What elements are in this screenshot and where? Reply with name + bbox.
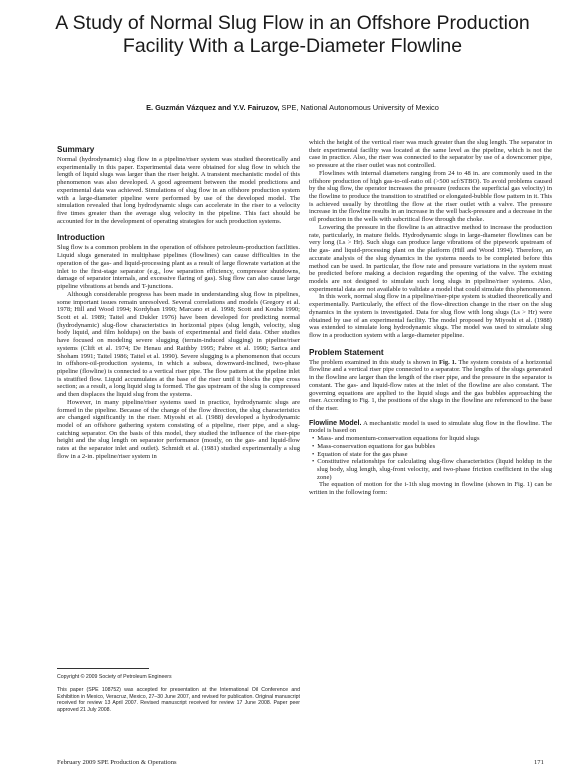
list-item: • Mass-conservation equations for gas bubbles [309,443,552,451]
flowline-model-paragraph [309,420,552,435]
paper-title: A Study of Normal Slug Flow in an Offshore Production Facility With a Large-Diameter Flowline [55,12,530,57]
problem-text-end: The system consists of a horizontal flowline and a vertical riser pipe connected to a separator. The lengths of the slugs generated in the flowline are larger than the length of the riser pipe, and the pressure in the separator is constant. The gas- and liquid-flow rates at the inlet of the flowline are also constant. The governing equations are applied to the liquid slugs and the gas bubbles approaching the riser. According to Fig. 1, the positions of the slugs in the flowline are referenced to the base of the riser. [309,358,552,412]
problem-paragraph [309,359,552,413]
right-paragraph-3: Lowering the pressure in the flowline is an attractive method to increase the production rate, particularly, in mature fields. Hydrodynamic slugs in large-diameter flowlines can be very long (Ls > Hr). Such slugs can produce large vibrations of the pipework upstream of the gas- and liquid-processing plant on the platform (Hill and Wood 1994). Therefore, an accurate analysis of the slug dynamics in the systems needs to be completed before this method can be used. In particular, the flow rate and pressure variations in the system must be predicted before making a decision regarding the opening of the valve. The existing models are not designed to simulate such long slugs in pipeline/riser systems. Also, experimental data are not available to validate a model that could simulate this phenomenon. [309,223,552,293]
left-column [57,145,300,661]
summary-paragraph: Normal (hydrodynamic) slug flow in a pipeline/riser system was studied theoretically and experimentally in this paper. Experimental data were obtained for slug flow in which the length of liquid slugs was larger than the riser height. A transient mechanistic model of this phenomenon was also developed. A good agreement between the model predictions and experimental data was achieved. Simulations of slug flow in an offshore production system with a large-diameter pipeline were performed by use of the developed model. The simulation revealed that long hydrodynamic slugs can accelerate in the riser to a velocity five times greater than the average slug velocity in the pipeline. This fact should be accounted for in the development of operating strategies for such production systems. [57,156,300,225]
right-paragraph-1: which the height of the vertical riser was much greater than the slug length. The separator in their experimental facility was located at the same level as the pipeline, which is not the case in practice. Also, the riser was connected to the separator by use of a downcomer pipe, so pressure at the riser outlet was not controlled. [309,139,552,170]
author-names: E. Guzmán Vázquez and Y.V. Fairuzov, [146,103,280,112]
page-number: 171 [534,759,544,766]
list-item: • Equation of state for the gas phase [309,451,552,459]
model-basis-list [309,435,552,481]
list-item: • Constitutive relationships for calculating slug-flow characteristics (liquid holdup in the slug body, slug length, slug-front velocity, and two-phase friction coefficient in the slug zone) [309,458,552,481]
author-affiliation: SPE, National Autonomous University of Mexico [281,103,439,112]
summary-heading: Summary [57,145,95,154]
footnote-rule [57,668,149,669]
copyright-footnote: Copyright © 2009 Society of Petroleum Engineers [57,674,172,680]
intro-paragraph-2: Although considerable progress has been made in understanding slug flow in pipelines, some important issues remain unresolved. Several correlations and models (Gregory et al. 1978; Hill and Wood 1994; Kordyban 1990; Marcano et al. 1998; Scott and Kouba 1990; Scott et al. 1989; Taitel and Dukler 1976) have been developed for predicting normal (hydrodynamic) slug-flow characteristics in horizontal pipes (slug length, velocity, slug body liquid, and film holdups) on the basis of experimental and field data. Other studies have focused on modeling severe slugging (terrain-induced slugging) in pipeline/riser systems (Clift et al. 1974; De Henau and Raithby 1995; Fabre et al. 1990; Sarica and Shoham 1991; Taitel 1986; Taitel et al. 1990). Severe slugging is a phenomenon that occurs in offshore-oil-production systems, in which a subsea, downward-inclined, two-phase pipeline (flowline) is connected to a vertical riser pipe. The flow pattern at the pipeline inlet is stratified flow. Liquid accumulates at the base of the riser until it blocks the pipe cross section; as a result, a long liquid slug is formed. The gas upstream of the slug is compressed and then displaces the liquid slug from the systems. [57,290,300,399]
problem-statement-heading: Problem Statement [309,347,384,357]
figure-reference: Fig. 1. [439,358,457,366]
problem-text-start: The problem examined in this study is shown in [309,358,438,366]
journal-footer: February 2009 SPE Production & Operations [57,759,177,766]
flowline-model-heading: Flowline Model. [309,419,362,427]
flowline-model-text: A mechanistic model is used to simulate slug flow in the flowline. The model is based on [309,419,552,435]
right-paragraph-4: In this work, normal slug flow in a pipeline/riser-pipe system is studied theoretically and experimentally. Particularly, the effect of the flow-direction change in the riser on the slug dynamics in the system is investigated. Data for slug flow with long slugs (Ls > Hr) were obtained by use of an experimental facility. The model proposed by Miyoshi et al. (1988) was extended to simulate long hydrodynamic slugs. The model was used to simulate slug flow in a production system with a large-diameter pipeline. [309,293,552,339]
intro-paragraph-3: However, in many pipeline/riser systems used in practice, hydrodynamic slugs are formed in the pipeline. Because of the change of the flow direction, the slug characteristics are changed significantly in the riser. Miyoshi et al. (1988) developed a hydrodynamic model of an offshore gathering system consisting of a pipeline, riser pipe, and a slug-catching separator. On the basis of this model, they studied the influence of the riser-pipe height and the slug length on separator performance (mostly, on the gas- and liquid-flow rates at the separator inlet and outlet). Schmidt et al. (1981) studied experimentally a slug flow in a 2-in. pipeline/riser system in [57,398,300,460]
right-paragraph-2: Flowlines with internal diameters ranging from 24 to 48 in. are commonly used in the offshore production of high gas-to-oil-ratio oil (>500 scf/STBO). To avoid problems caused by the slug flow, the operator increases the pressure (reduces the superficial gas velocity) in the flowline to produce the transition to stratified or elongated-bubble flow pattern in it. This is achieved usually by throttling the flow at the riser outlet with a valve. The pressure increase in the flowline results in an increase in the well back-pressure and a decrease in the oil production in the wells with subcritical flow through the choke. [309,169,552,224]
list-item: • Mass- and momentum-conservation equations for liquid slugs [309,435,552,443]
author-line [30,103,555,113]
equation-intro-paragraph: The equation of motion for the i-1th slug moving in flowline (shown in Fig. 1) can be written in the following form: [309,481,552,497]
right-column [309,139,552,759]
intro-paragraph-1: Slug flow is a common problem in the operation of offshore petroleum-production facilities. Liquid slugs generated in multiphase pipelines (flowlines) can cause difficulties in the operation of the gas- and liquid-processing plant as a result of large flowrate variation at the inlet to the first-stage separator (e.g., low separation efficiency, compressor shutdowns, damage of separator internals, and excessive flaring of gas). Slug flow can also cause large pipeline vibrations at bends and T-junctions. [57,244,300,291]
manuscript-footnote: This paper (SPE 108752) was accepted for presentation at the International Oil Conference and Exhibition in Mexico, Veracruz, Mexico, 27–30 June 2007, and revised for publication. Original manuscript received for review 13 April 2007. Revised manuscript received for review 17 June 2008. Paper peer approved 21 July 2008. [57,687,300,713]
introduction-heading: Introduction [57,233,105,243]
